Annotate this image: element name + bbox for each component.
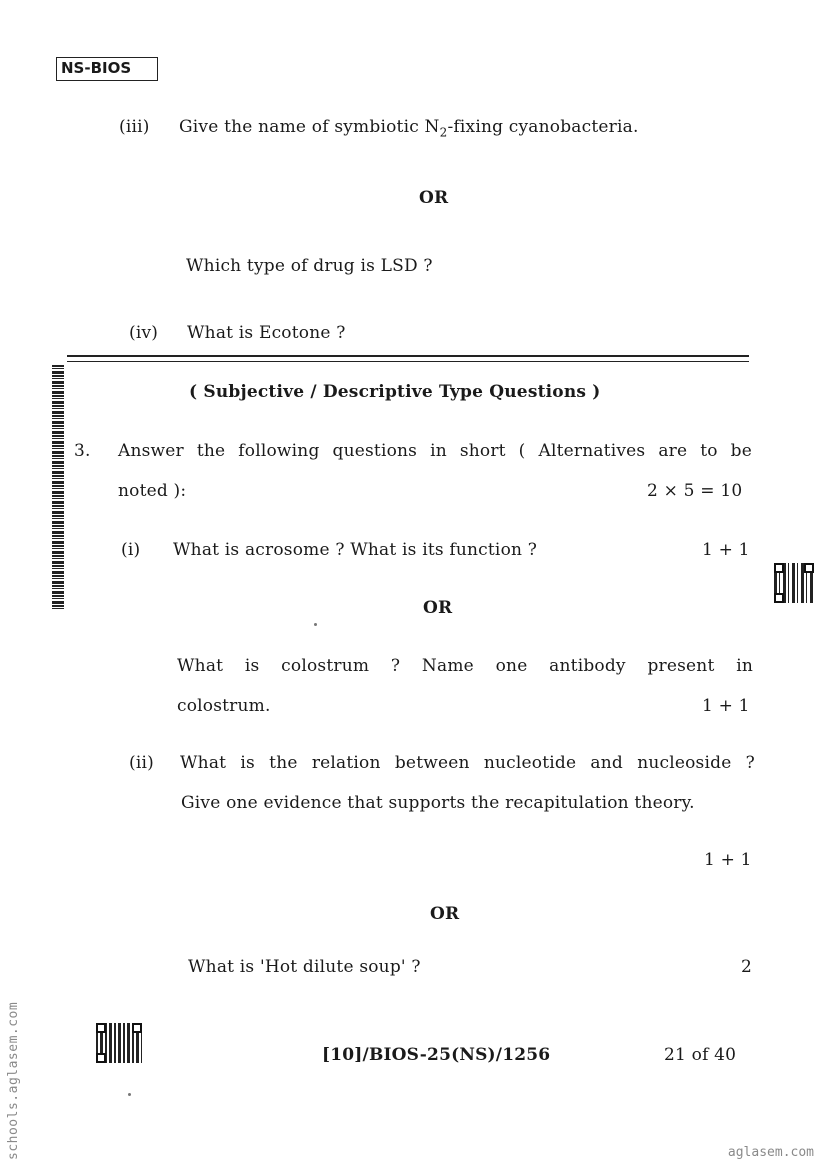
footer-page-number: 21 of 40 <box>664 1045 737 1065</box>
qr-finder <box>774 593 784 603</box>
scan-speck <box>314 623 317 626</box>
question-3-line2: noted ): <box>118 481 187 501</box>
question-number-iii: (iii) <box>119 117 150 137</box>
question-3-line1: Answer the following questions in short ( Alternatives are to be <box>118 441 752 461</box>
or-label-ii: OR <box>430 904 460 924</box>
section-rule-thin <box>67 361 749 362</box>
question-i-alt-line2: colostrum. <box>177 696 271 716</box>
question-ii-marks: 1 + 1 <box>704 850 752 870</box>
or-label-iii: OR <box>419 188 449 208</box>
footer-paper-code: [10]/BIOS-25(NS)/1256 <box>322 1045 551 1065</box>
question-ii-alt-marks: 2 <box>741 957 753 977</box>
question-ii-alternative: What is 'Hot dilute soup' ? <box>188 957 421 977</box>
question-iii-alternative: Which type of drug is LSD ? <box>186 256 433 276</box>
question-iii-text <box>179 117 639 139</box>
section-rule-thick <box>67 355 749 357</box>
qr-finder <box>132 1023 142 1033</box>
qr-code-right <box>774 563 814 603</box>
question-i-text: What is acrosome ? What is its function ? <box>173 540 538 560</box>
question-number-3: 3. <box>74 441 91 461</box>
scan-speck <box>128 1093 131 1096</box>
question-iii-text-b: -fixing cyanobacteria. <box>447 117 639 137</box>
or-label-i: OR <box>423 598 453 618</box>
barcode-strip <box>52 365 64 609</box>
watermark-bottom: aglasem.com <box>727 1145 814 1160</box>
question-iii-text-a: Give the name of symbiotic N <box>179 117 440 137</box>
question-i-alt-line1: What is colostrum ? Name one antibody present in <box>177 656 753 676</box>
question-number-ii: (ii) <box>129 753 154 773</box>
question-i-marks: 1 + 1 <box>702 540 750 560</box>
question-i-alt-marks: 1 + 1 <box>702 696 750 716</box>
qr-finder <box>774 563 784 573</box>
question-iv-text: What is Ecotone ? <box>187 323 346 343</box>
n2-subscript: 2 <box>439 125 448 140</box>
question-number-i: (i) <box>121 540 141 560</box>
question-3-marks: 2 × 5 = 10 <box>647 481 743 501</box>
question-ii-line2: Give one evidence that supports the recapitulation theory. <box>181 793 695 813</box>
section-heading: ( Subjective / Descriptive Type Questions ) <box>189 382 601 402</box>
qr-finder <box>804 563 814 573</box>
watermark-side: schools.aglasem.com <box>6 1001 21 1160</box>
qr-code-footer <box>96 1023 142 1063</box>
paper-code-box: NS-BIOS <box>56 57 158 81</box>
qr-finder <box>96 1053 106 1063</box>
question-ii-line1: What is the relation between nucleotide and nucleoside ? <box>180 753 755 773</box>
question-number-iv: (iv) <box>129 323 159 343</box>
qr-finder <box>96 1023 106 1033</box>
